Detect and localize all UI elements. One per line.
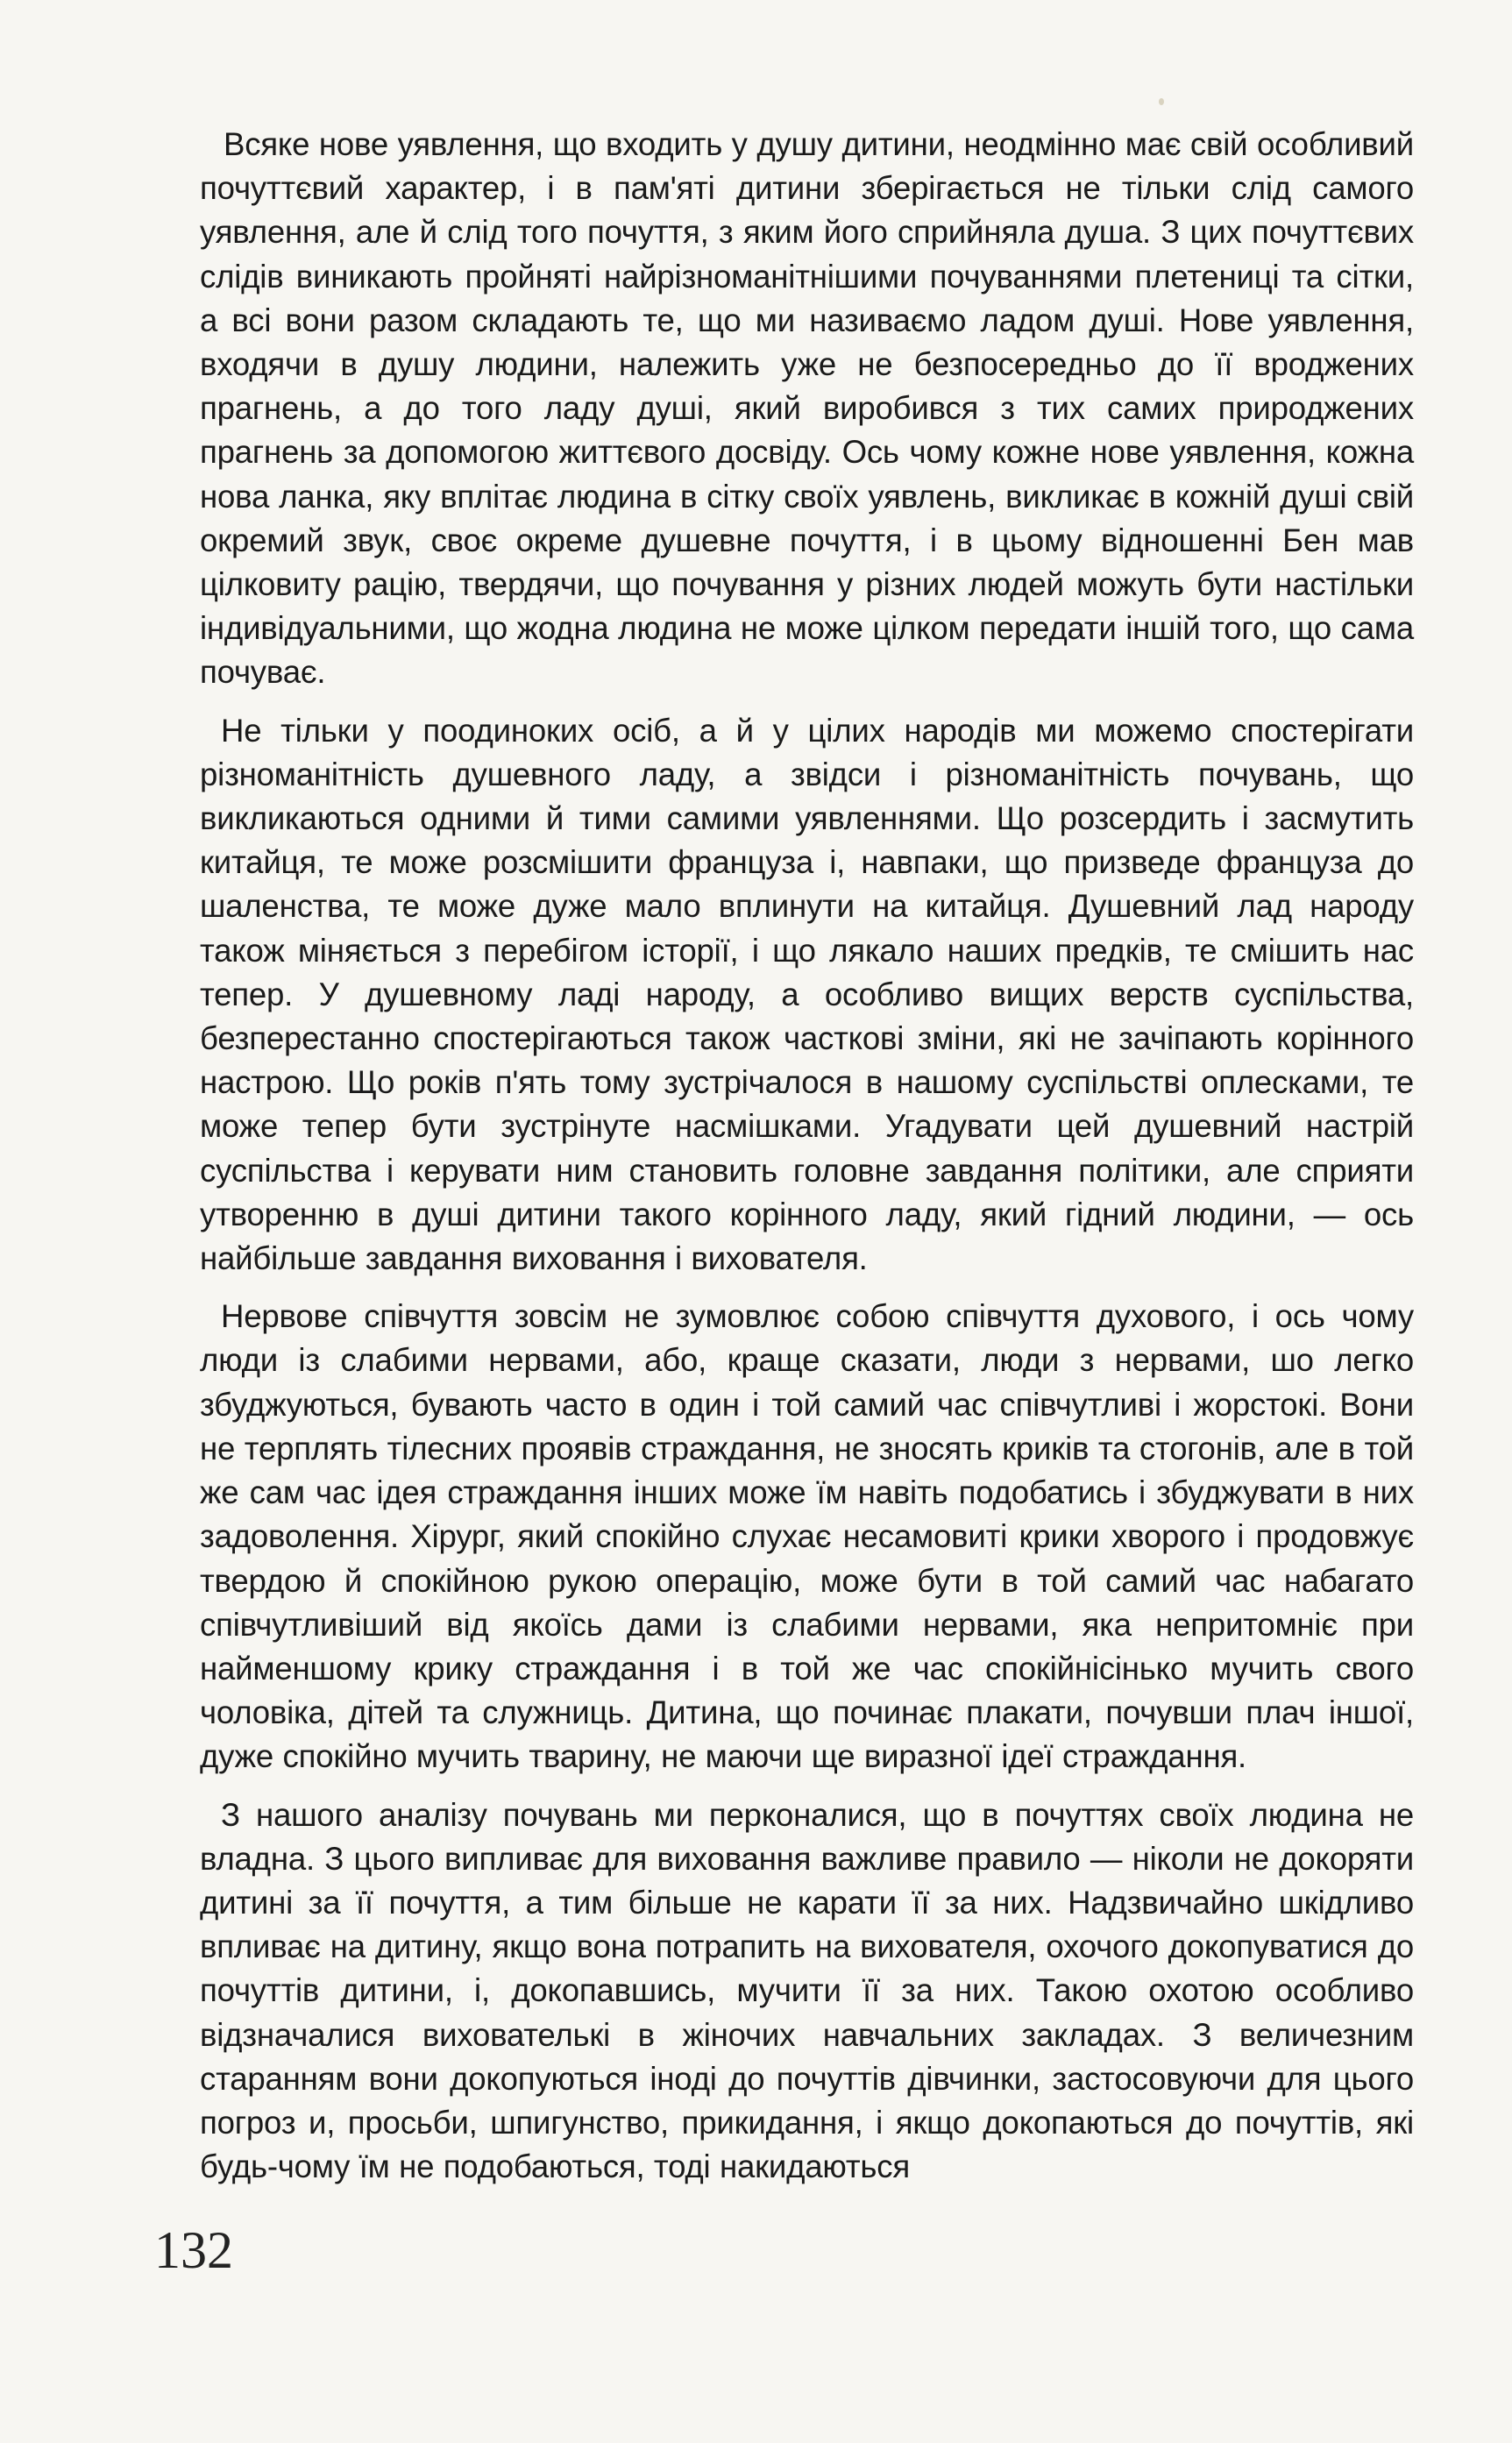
paragraph-1: Всяке нове уявлення, що входить у душу дитини, неодмінно має свій особливий почуттєвий характер, і в пам'яті дитини зберігається не тільки слід самого уявлення, але й слід того почуття, з яким його сприйняла душа. З цих почуттєвих слідів виникають пройняті найрізноманітнішими почуваннями плетениці та сітки, а всі вони разом складають те, що ми називаємо ладом душі. Нове уявлення, входячи в душу людини, належить уже не безпосередньо до її вроджених прагнень, а до того ладу душі, який виробився з тих самих природжених прагнень за допомогою життєвого досвіду. Ось чому кожне нове уявлення, кожна нова ланка, яку вплітає людина в сітку своїх уявлень, викликає в кожній душі свій окремий звук, своє окреме душевне почуття, і в цьому відношенні Бен мав цілковиту рацію, твердячи, що почування у різних людей можуть бути настільки індивідуальними, що жодна людина не може цілком передати іншій того, що сама почуває.: [200, 126, 1414, 691]
page-number: 132: [154, 2221, 233, 2279]
paragraph-3: Нервове співчуття зовсім не зумовлює собою співчуття духового, і ось чому люди із слабими нервами, або, краще сказати, люди з нервами, шо легко збуджуються, бувають часто в один і той самий час співчутливі і жорстокі. Вони не терплять тілесних проявів страждання, не зносять криків та стогонів, але в той же сам час ідея страждання інших може їм навіть подобатись і збуджувати в них задоволення. Хірург, який спокійно слухає несамовиті крики хворого і продовжує твердою й спокійною рукою операцію, може бути в той самий час набагато співчутливіший від якоїсь дами із слабими нервами, яка непритомніє при найменшому крику страждання і в той же час спокійнісінько мучить свого чоловіка, дітей та служниць. Дитина, що починає плакати, почувши плач іншої, дуже спокійно мучить тварину, не маючи ще виразної ідеї страждання.: [200, 1298, 1414, 1775]
paper-speck: [1159, 98, 1164, 105]
paragraph-2: Не тільки у поодиноких осіб, а й у цілих народів ми можемо спостерігати різноманітність душевного ладу, а звідси і різноманітність почувань, що викликаються одними й тими самими уявленнями. Що розсердить і засмутить китайця, те може розсмішити француза і, навпаки, що призведе француза до шаленства, те може дуже мало вплинути на китайця. Душевний лад народу також міняється з перебігом історії, і що лякало наших предків, те смішить нас тепер. У душевному ладі народу, а особливо вищих верств суспільства, безперестанно спостерігаються також часткові зміни, які не зачіпають корінного настрою. Що років п'ять тому зустрічалося в нашому суспільстві оплесками, те може тепер бути зустрінуте насмішками. Угадувати цей душевний настрій суспільства і керувати ним становить головне завдання політики, але сприяти утворенню в душі дитини такого корінного ладу, який гідний людини, — ось найбільше завдання виховання і вихователя.: [200, 712, 1414, 1277]
body-text: [200, 123, 1414, 2203]
paragraph-4: З нашого аналізу почувань ми перконалися, що в почуттях своїх людина не владна. З цього випливає для виховання важливе правило — ніколи не докоряти дитині за її почуття, а тим більше не карати її за них. Надзвичайно шкідливо впливає на дитину, якщо вона потрапить на вихователя, охочого докопуватися до почуттів дитини, і, докопавшись, мучити її за них. Такою охотою особливо відзначалися вихователькі в жіночих навчальних закладах. З величезним старанням вони докопуються іноді до почуттів дівчинки, застосовуючи для цього погроз и, просьби, шпигунство, прикидання, і якщо докопаються до почуттів, які будь-чому їм не подобаються, тоді накидаються: [200, 1796, 1414, 2185]
